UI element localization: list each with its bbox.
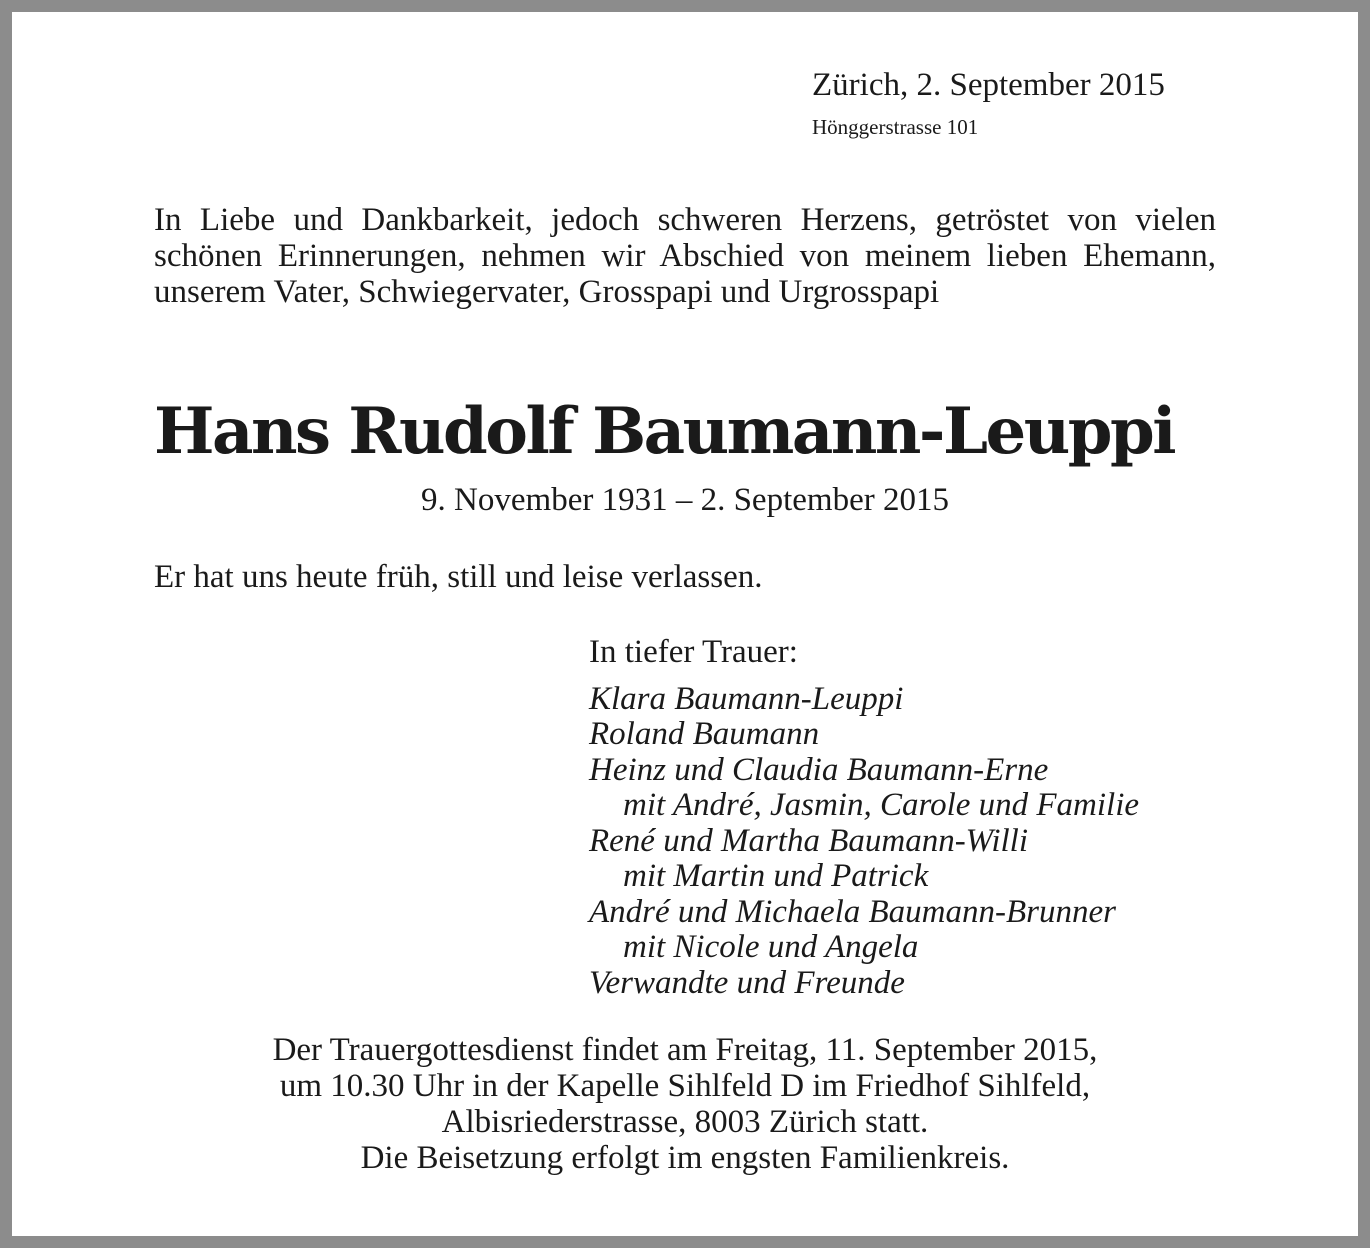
intro-text: In Liebe und Dankbarkeit, jedoch schweren Herzens, getröstet von vielen schönen Erinnerungen, nehmen wir Abschied von meinem lieben Ehemann, unserem Vater, Schwiegervater, Grosspapi und Urgrosspapi [154, 202, 1216, 310]
mourner-line: Klara Baumann-Leuppi [589, 680, 904, 717]
life-dates: 9. November 1931 – 2. September 2015 [421, 482, 949, 518]
address: Hönggerstrasse 101 [812, 115, 979, 139]
mourner-line: Roland Baumann [589, 716, 820, 752]
service-info [154, 1032, 1216, 1176]
deceased-name: Hans Rudolf Baumann-Leuppi [154, 394, 1175, 469]
service-line: um 10.30 Uhr in der Kapelle Sihlfeld D im Friedhof Sihlfeld, [279, 1068, 1091, 1104]
place-date: Zürich, 2. September 2015 [812, 67, 1165, 103]
service-line: Albisriederstrasse, 8003 Zürich statt. [441, 1104, 929, 1140]
passing-text: Er hat uns heute früh, still und leise verlassen. [154, 559, 763, 595]
mourner-subline: mit Martin und Patrick [623, 858, 929, 894]
mourner-subline: mit André, Jasmin, Carole und Familie [623, 787, 1140, 823]
mourner-line: Verwandte und Freunde [589, 964, 905, 1001]
mourner-line: René und Martha Baumann-Willi [589, 822, 1029, 859]
service-line: Die Beisetzung erfolgt im engsten Familienkreis. [360, 1140, 1010, 1176]
service-line: Der Trauergottesdienst findet am Freitag, 11. September 2015, [272, 1032, 1098, 1068]
mourner-subline: mit Nicole und Angela [623, 929, 919, 965]
mourner-line: Heinz und Claudia Baumann-Erne [589, 751, 1049, 788]
mourner-line: André und Michaela Baumann-Brunner [589, 893, 1116, 930]
mourners-list [589, 635, 1139, 1001]
mourners-heading: In tiefer Trauer: [589, 634, 798, 670]
obituary-page [12, 12, 1358, 1236]
